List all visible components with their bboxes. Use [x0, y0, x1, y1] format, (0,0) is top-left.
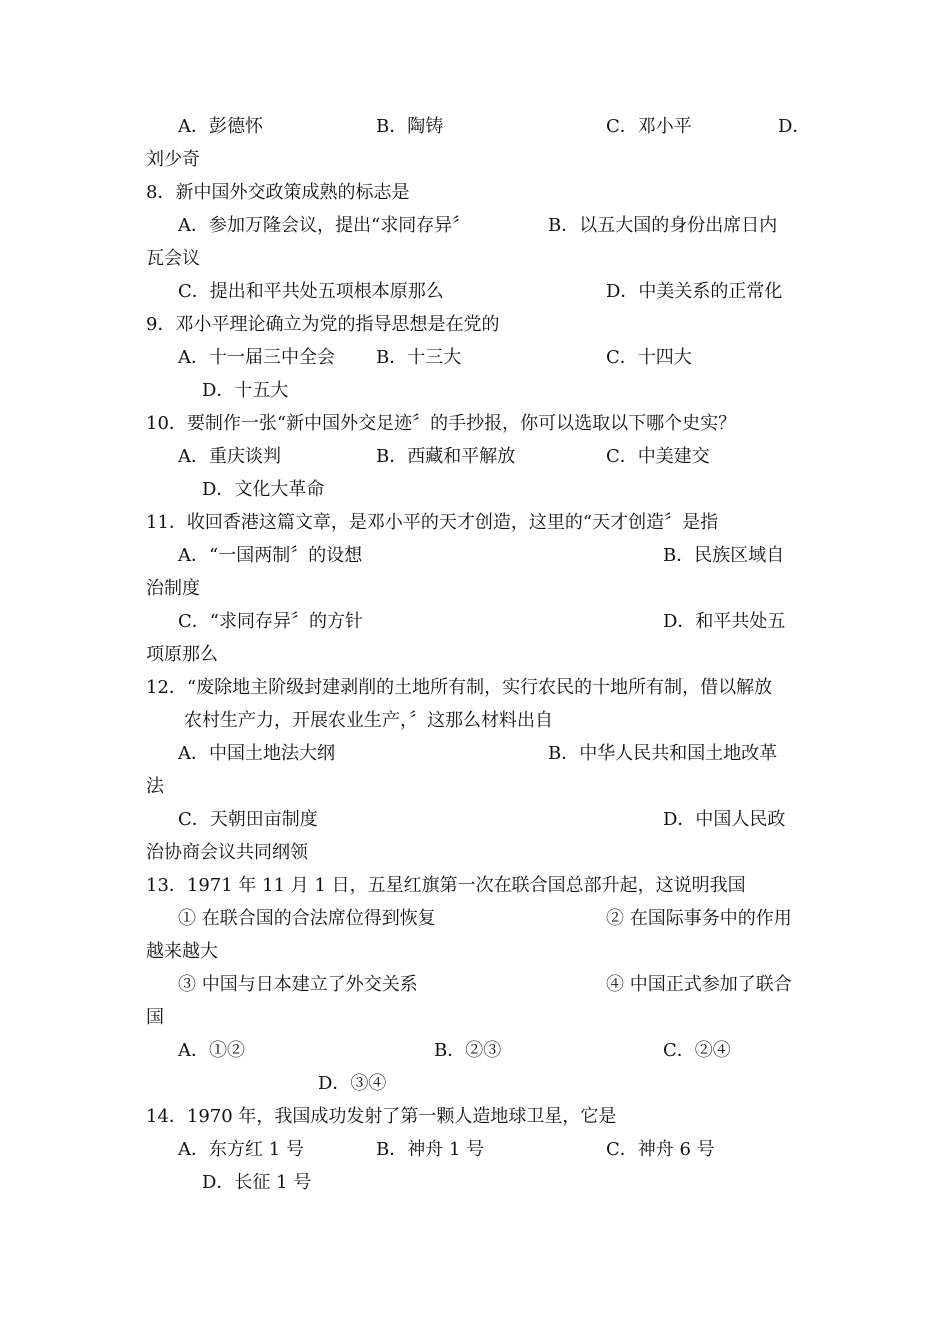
- q10-option-b: B．西藏和平解放: [376, 446, 516, 467]
- q13-statement-2-cont: 越来越大: [146, 941, 218, 962]
- q12-option-c: C．天朝田亩制度: [178, 809, 318, 830]
- q8-option-a: A．参加万隆会议，提出“求同存异〞: [178, 215, 471, 236]
- q13-option-a: A．①②: [178, 1040, 245, 1061]
- q12-option-d: D．中国人民政: [663, 809, 786, 830]
- q7-option-c: C．邓小平: [606, 116, 692, 137]
- q13-statement-4: ④ 中国正式参加了联合: [606, 974, 792, 995]
- q7-option-d-text: 刘少奇: [146, 149, 200, 170]
- q9-option-c: C．十四大: [606, 347, 692, 368]
- q12-option-d-cont: 治协商会议共同纲领: [146, 842, 308, 863]
- q8-option-b: B．以五大国的身份出席日内: [548, 215, 778, 236]
- q13-statement-1: ① 在联合国的合法席位得到恢复: [178, 908, 436, 929]
- q13-statement-4-cont: 国: [146, 1007, 164, 1028]
- q8-option-c: C．提出和平共处五项根本原那么: [178, 281, 444, 302]
- q14-stem: 14．1970 年，我国成功发射了第一颗人造地球卫星，它是: [146, 1106, 617, 1127]
- q13-statement-3: ③ 中国与日本建立了外交关系: [178, 974, 418, 995]
- q13-option-c: C．②④: [663, 1040, 731, 1061]
- q12-stem-line1: 12．“废除地主阶级封建剥削的土地所有制，实行农民的十地所有制，借以解放: [146, 677, 773, 698]
- q14-option-b: B．神舟 1 号: [376, 1139, 485, 1160]
- q8-stem: 8．新中国外交政策成熟的标志是: [146, 182, 410, 203]
- q11-option-b: B．民族区域自: [663, 545, 785, 566]
- q9-option-d: D．十五大: [202, 380, 289, 401]
- q11-option-b-cont: 治制度: [146, 578, 200, 599]
- q12-option-a: A．中国土地法大纲: [178, 743, 335, 764]
- q13-option-d: D．③④: [318, 1073, 387, 1094]
- q12-option-b-cont: 法: [146, 776, 164, 797]
- q12-stem-line2: 农村生产力，开展农业生产，〞这那么材料出自: [184, 710, 553, 731]
- q10-option-d: D．文化大革命: [202, 479, 325, 500]
- q12-option-b: B．中华人民共和国土地改革: [548, 743, 778, 764]
- q7-option-a: A．彭德怀: [178, 116, 263, 137]
- q9-stem: 9．邓小平理论确立为党的指导思想是在党的: [146, 314, 500, 335]
- q14-option-a: A．东方红 1 号: [178, 1139, 304, 1160]
- q13-stem: 13．1971 年 11 月 1 日，五星红旗第一次在联合国总部升起，这说明我国: [146, 875, 746, 896]
- q7-option-d-label: D．: [778, 116, 811, 137]
- q11-stem: 11．收回香港这篇文章，是邓小平的天才创造，这里的“天才创造〞是指: [146, 512, 719, 533]
- q14-option-d: D．长征 1 号: [202, 1172, 312, 1193]
- q11-option-a: A．“一国两制〞的设想: [178, 545, 363, 566]
- q7-option-b: B．陶铸: [376, 116, 444, 137]
- q14-option-c: C．神舟 6 号: [606, 1139, 715, 1160]
- q13-statement-2: ② 在国际事务中的作用: [606, 908, 792, 929]
- q10-option-c: C．中美建交: [606, 446, 710, 467]
- q10-stem: 10．要制作一张“新中国外交足迹〞的手抄报，你可以选取以下哪个史实？: [146, 413, 737, 434]
- q10-option-a: A．重庆谈判: [178, 446, 281, 467]
- q8-option-d: D．中美关系的正常化: [606, 281, 783, 302]
- q9-option-a: A．十一届三中全会: [178, 347, 335, 368]
- q11-option-d-cont: 项原那么: [146, 644, 218, 665]
- q11-option-d: D．和平共处五: [663, 611, 786, 632]
- q9-option-b: B．十三大: [376, 347, 462, 368]
- q13-option-b: B．②③: [434, 1040, 502, 1061]
- q11-option-c: C．“求同存异〞的方针: [178, 611, 363, 632]
- q8-option-b-cont: 瓦会议: [146, 248, 200, 269]
